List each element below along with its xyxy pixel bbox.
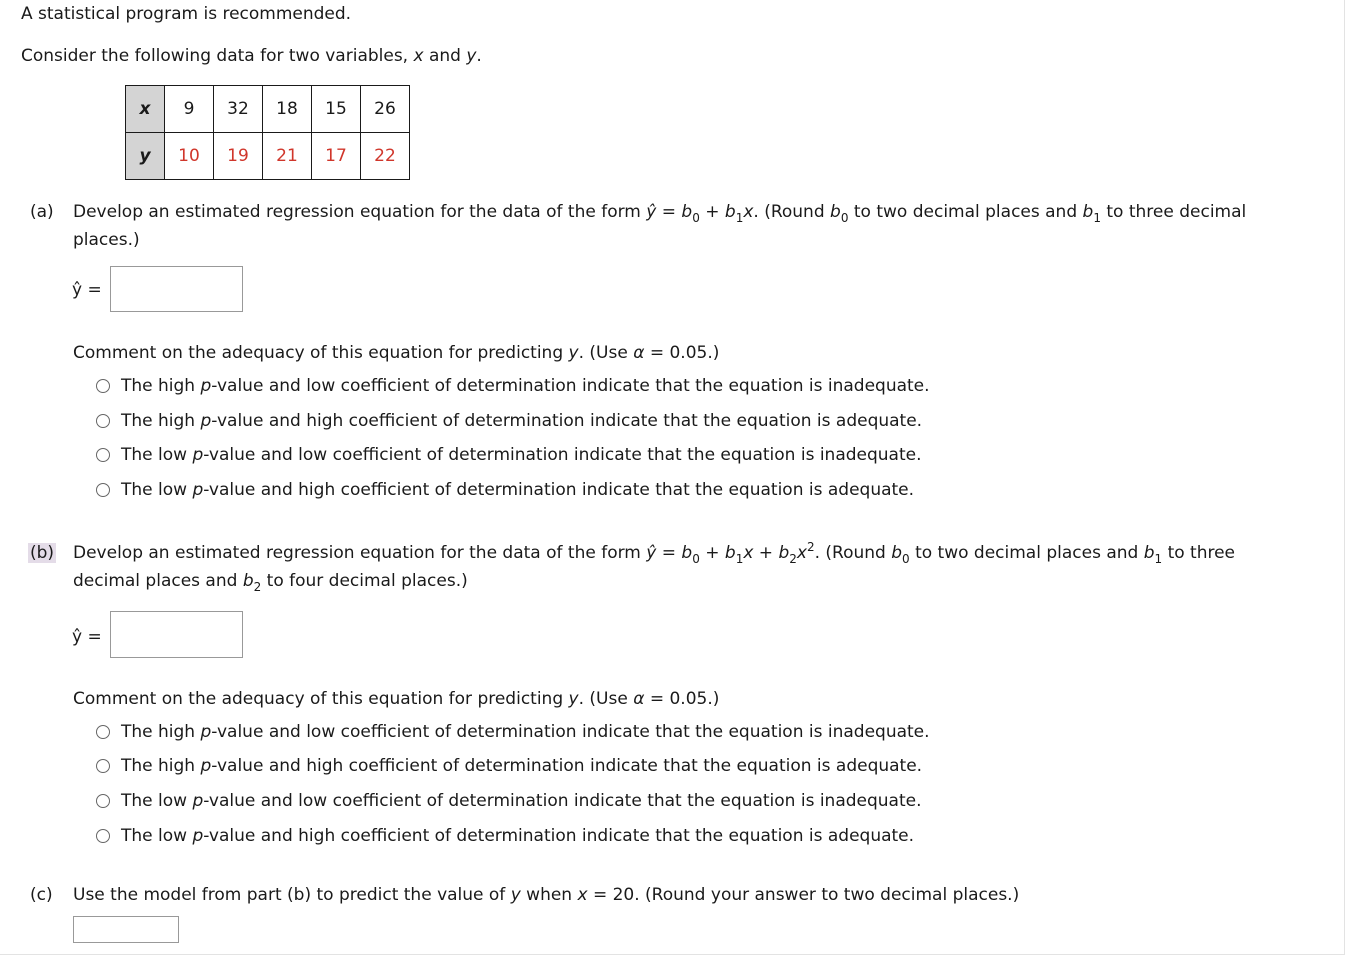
radio-button[interactable] (96, 725, 110, 739)
radio-button[interactable] (96, 483, 110, 497)
option-label: The low p-value and low coefficient of determination indicate that the equation is inadequate. (121, 445, 922, 465)
option-label: The low p-value and low coefficient of determination indicate that the equation is inadequate. (121, 791, 922, 811)
part-b-question-line-2: decimal places and $b_2$ to four decimal places.) (73, 571, 468, 594)
option-label: The high p-value and low coefficient of determination indicate that the equation is inadequate. (121, 376, 930, 396)
radio-button[interactable] (96, 379, 110, 393)
option-label: The low p-value and high coefficient of determination indicate that the equation is adequate. (121, 480, 915, 500)
table-cell: 18 (263, 86, 312, 133)
part-a-option-2[interactable] (96, 410, 922, 432)
radio-button[interactable] (96, 414, 110, 428)
intro-line-1: A statistical program is recommended. (21, 4, 352, 24)
part-b-answer-input[interactable] (110, 611, 243, 658)
part-a-yhat-label: ŷ = (72, 280, 102, 300)
data-table (125, 85, 410, 180)
part-b-label-highlight: (b) (30, 543, 55, 563)
table-header-x: x (126, 86, 165, 133)
table-cell: 19 (214, 133, 263, 180)
part-b-option-2[interactable] (96, 755, 922, 777)
part-a-option-1[interactable] (96, 375, 930, 397)
part-a-option-4[interactable] (96, 479, 914, 501)
table-cell: 15 (312, 86, 361, 133)
part-c-label: (c) (30, 885, 53, 905)
part-a-label: (a) (30, 202, 54, 222)
table-cell: 26 (361, 86, 410, 133)
table-cell: 17 (312, 133, 361, 180)
part-b-question: Develop an estimated regression equation for the data of the form ŷ = $b_0 + b_1x + b_2x^2$. (Round $b_0$ to two decimal places and $b_1$ to three (73, 540, 1236, 566)
radio-button[interactable] (96, 759, 110, 773)
table-cell: 10 (165, 133, 214, 180)
table-cell: 9 (165, 86, 214, 133)
part-c-question: Use the model from part (b) to predict the value of y when x = 20. (Round your answer to two decimal places.) (73, 885, 1020, 905)
intro-line-2: Consider the following data for two variables, x and y. (21, 46, 482, 66)
part-a-question: Develop an estimated regression equation for the data of the form ŷ = $b_0 + b_1x$. (Round $b_0$ to two decimal places and $b_1$ to three decimal (73, 202, 1247, 225)
part-b-comment-prompt: Comment on the adequacy of this equation for predicting y. (Use α = 0.05.) (73, 689, 720, 709)
table-row-y (126, 133, 410, 180)
table-cell: 32 (214, 86, 263, 133)
part-b-yhat-label: ŷ = (72, 627, 102, 647)
radio-button[interactable] (96, 794, 110, 808)
part-a-option-3[interactable] (96, 444, 922, 466)
option-label: The high p-value and high coefficient of determination indicate that the equation is adequate. (121, 756, 923, 776)
part-b-option-1[interactable] (96, 721, 930, 743)
part-b-label (30, 542, 56, 564)
part-a-question-line-2: places.) (73, 230, 140, 250)
part-c-answer-input[interactable] (73, 916, 179, 943)
part-b-option-4[interactable] (96, 825, 914, 847)
table-row-x (126, 86, 410, 133)
option-label: The high p-value and low coefficient of determination indicate that the equation is inadequate. (121, 722, 930, 742)
table-cell: 21 (263, 133, 312, 180)
option-label: The high p-value and high coefficient of determination indicate that the equation is adequate. (121, 411, 923, 431)
part-a-comment-prompt: Comment on the adequacy of this equation for predicting y. (Use α = 0.05.) (73, 343, 720, 363)
part-b-option-3[interactable] (96, 790, 922, 812)
option-label: The low p-value and high coefficient of determination indicate that the equation is adequate. (121, 826, 915, 846)
part-a-answer-input[interactable] (110, 266, 243, 312)
radio-button[interactable] (96, 448, 110, 462)
radio-button[interactable] (96, 829, 110, 843)
table-cell: 22 (361, 133, 410, 180)
table-header-y: y (126, 133, 165, 180)
